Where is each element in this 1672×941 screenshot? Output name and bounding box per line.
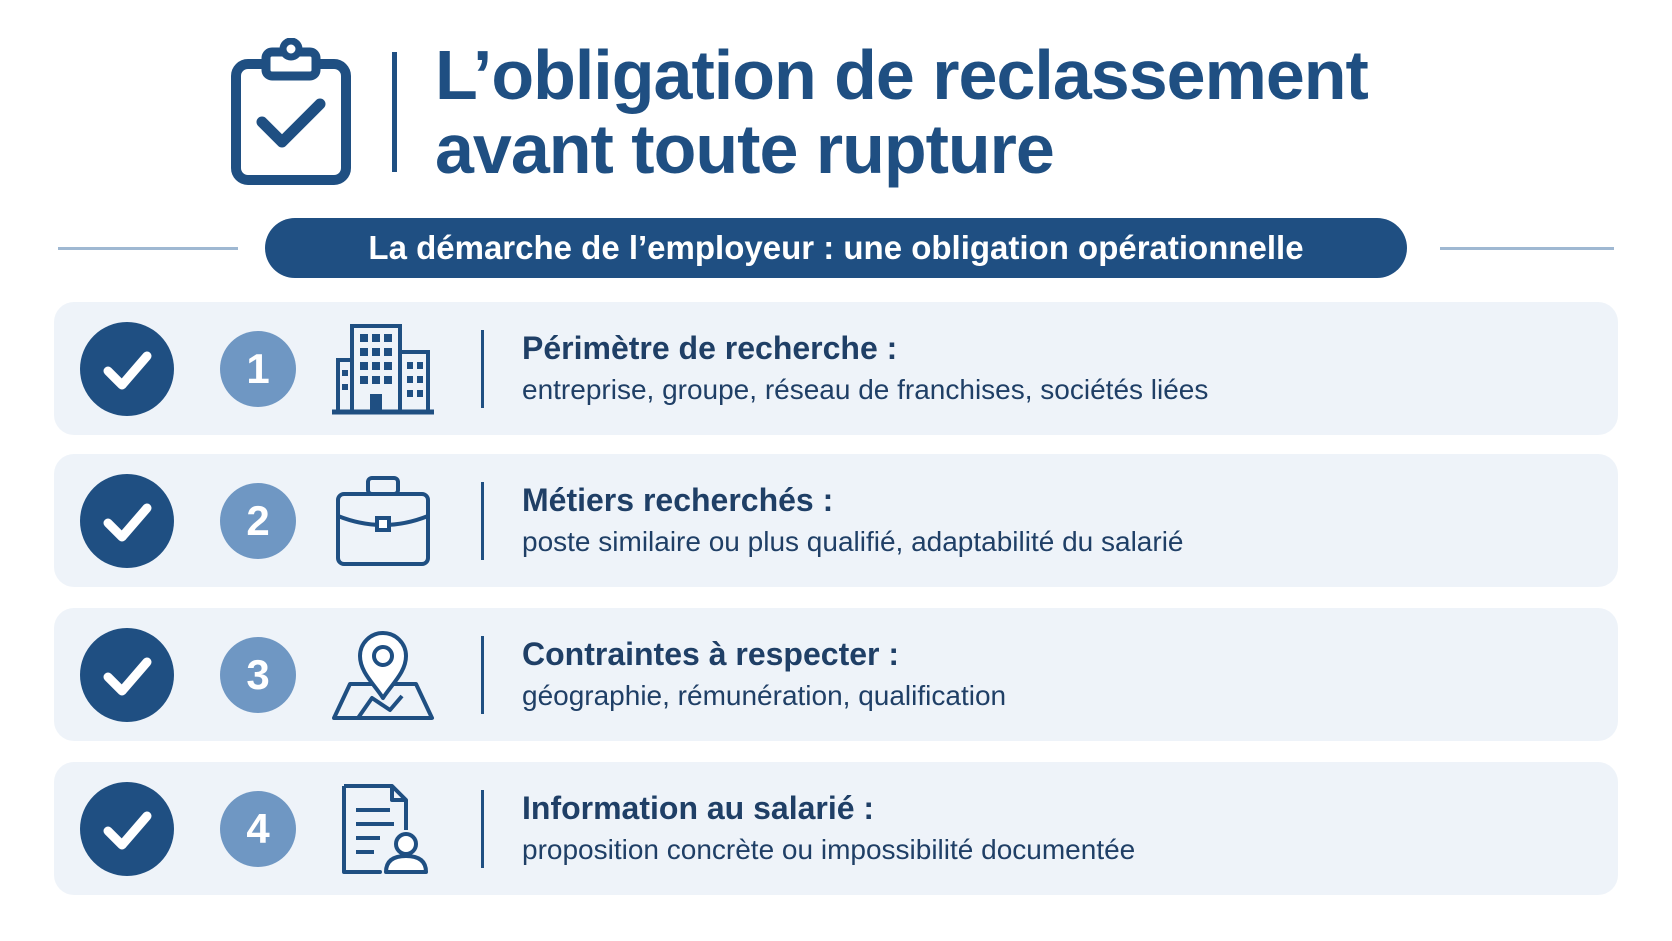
- check-circle-icon: [80, 322, 174, 416]
- check-circle-icon: [80, 782, 174, 876]
- buildings-icon: [328, 320, 438, 418]
- step-card-3: [54, 608, 1618, 741]
- title-line-1: L’obligation de reclassement: [435, 36, 1368, 114]
- card-divider: [481, 482, 484, 560]
- step-description: entreprise, groupe, réseau de franchises, sociétés liées: [522, 374, 1209, 405]
- check-circle-icon: [80, 474, 174, 568]
- title-line-2: avant toute rupture: [435, 110, 1054, 188]
- step-title: Information au salarié :: [522, 790, 875, 826]
- step-card-1: [54, 302, 1618, 435]
- subtitle-line-right: [1440, 247, 1614, 250]
- clipboard-check-icon: [230, 38, 352, 186]
- step-description: poste similaire ou plus qualifié, adaptabilité du salarié: [522, 526, 1184, 557]
- card-divider: [481, 636, 484, 714]
- check-circle-icon: [80, 628, 174, 722]
- step-title: Périmètre de recherche :: [522, 330, 898, 366]
- step-number: 3: [220, 637, 296, 713]
- step-title: Métiers recherchés :: [522, 482, 834, 518]
- card-divider: [481, 330, 484, 408]
- step-description: proposition concrète ou impossibilité documentée: [522, 834, 1136, 865]
- subtitle-banner: La démarche de l’employeur : une obligation opérationnelle: [265, 218, 1407, 278]
- step-description: géographie, rémunération, qualification: [522, 680, 1007, 711]
- header: [230, 38, 1368, 186]
- card-divider: [481, 790, 484, 868]
- step-title: Contraintes à respecter :: [522, 636, 900, 672]
- map-pin-icon: [328, 626, 438, 724]
- step-number: 1: [220, 331, 296, 407]
- step-card-2: [54, 454, 1618, 587]
- header-divider: [392, 52, 397, 172]
- page-title: [435, 38, 1368, 186]
- step-number: 4: [220, 791, 296, 867]
- subtitle-line-left: [58, 247, 238, 250]
- step-number: 2: [220, 483, 296, 559]
- step-card-4: [54, 762, 1618, 895]
- subtitle-row: [58, 218, 1614, 278]
- briefcase-icon: [328, 472, 438, 570]
- document-person-icon: [328, 780, 438, 878]
